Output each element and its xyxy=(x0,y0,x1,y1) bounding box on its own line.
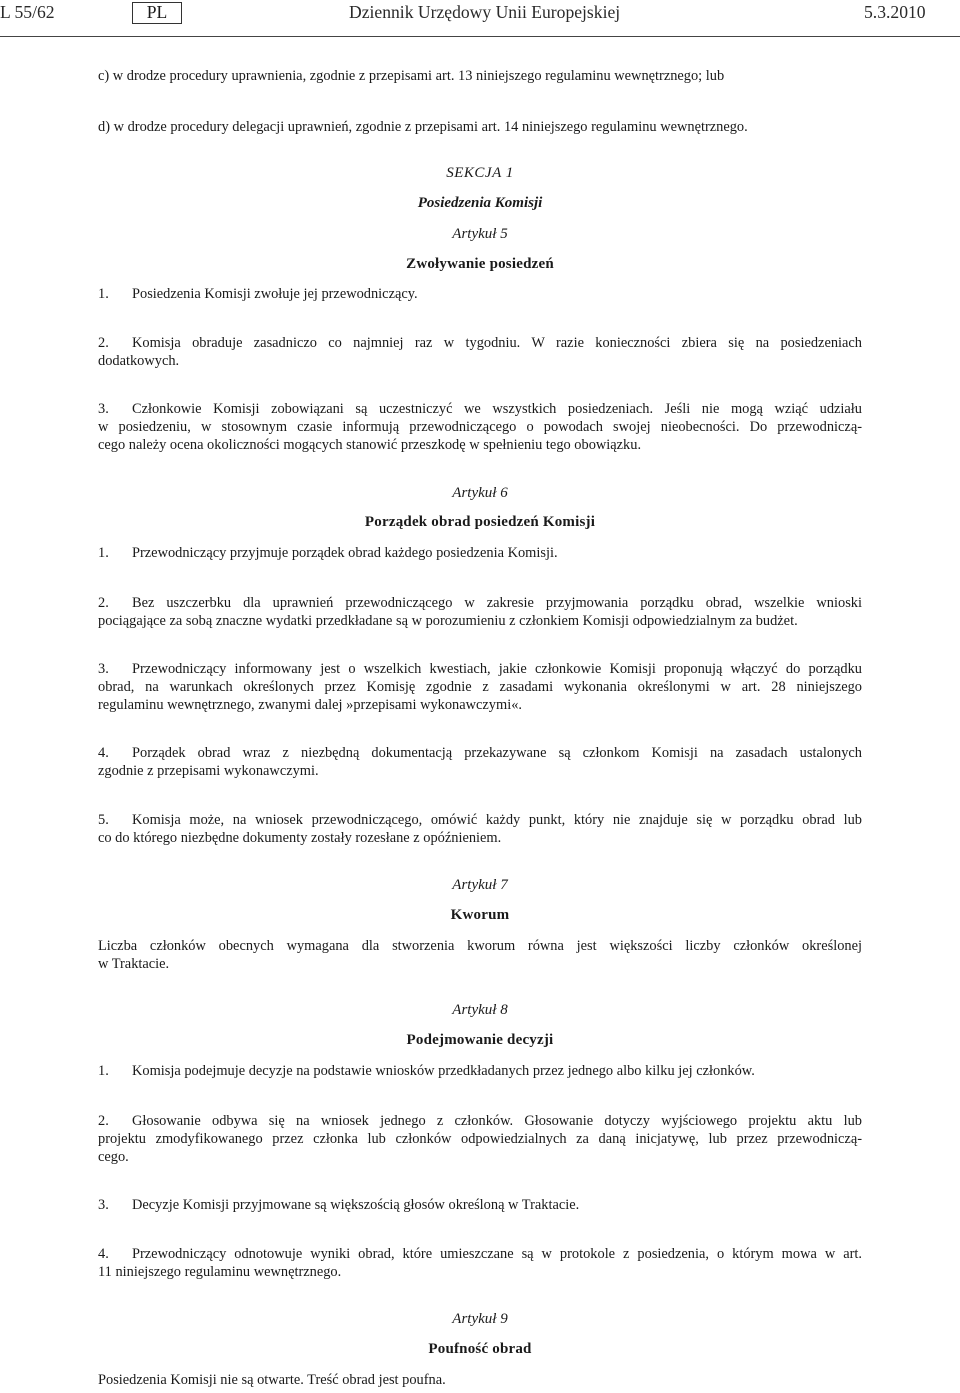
article-9-title: Poufność obrad xyxy=(428,1341,532,1357)
article-8-number: Artykuł 8 xyxy=(452,1002,508,1018)
paragraph-number: 1. xyxy=(98,545,109,561)
article-6-title: Porządek obrad posiedzeń Komisji xyxy=(364,514,596,530)
article-7-text: Liczba członków obecnych wymagana dla stworzenia kworum równa jest większości liczby członków określonej w Traktacie. xyxy=(98,938,862,972)
article-8-paragraph-2: 2. Głosowanie odbywa się na wniosek jednego z członków. Głosowanie dotyczy wyjściowego projektu aktu lub projektu zmodyfikowanego przez członka lub członków odpowiedzialnych za daną inicjatywę, lub przez przewodniczą- cego. xyxy=(98,1113,862,1165)
language-badge-label: PL xyxy=(146,2,168,22)
paragraph-number: 3. xyxy=(98,401,109,417)
section-label: SEKCJA 1 xyxy=(446,165,514,181)
article-6-paragraph-4: 4. Porządek obrad wraz z niezbędną dokumentacją przekazywane są członkom Komisji na zasadach ustalonych zgodnie z przepisami wykonawczymi. xyxy=(98,745,862,779)
paragraph-number: 3. xyxy=(98,661,109,677)
paragraph-number: 2. xyxy=(98,1113,109,1129)
paragraph-number: 3. xyxy=(98,1197,109,1213)
journal-title: Dziennik Urzędowy Unii Europejskiej xyxy=(349,2,621,22)
article-8-paragraph-3: 3. Decyzje Komisji przyjmowane są większością głosów określoną w Traktacie. xyxy=(98,1197,580,1213)
language-badge xyxy=(132,2,182,24)
paragraph-number: 1. xyxy=(98,1063,109,1079)
paragraph-number: 4. xyxy=(98,1246,109,1262)
article-5-paragraph-2: 2. Komisja obraduje zasadniczo co najmniej raz w tygodniu. W razie konieczności zbiera się na posiedzeniach dodatkowych. xyxy=(98,335,862,369)
page-reference: L 55/62 xyxy=(0,2,55,22)
paragraph-number: 4. xyxy=(98,745,109,761)
intro-item-c: c) w drodze procedury uprawnienia, zgodnie z przepisami art. 13 niniejszego regulaminu wewnętrznego; lub xyxy=(98,68,725,84)
article-5-paragraph-3: 3. Członkowie Komisji zobowiązani są uczestniczyć we wszystkich posiedzeniach. Jeśli nie mogą wziąć udziału w posiedzeniu, w stosownym czasie informują przewodniczącego o powodach swojej nieobecności. Do przewodniczą- cego należy ocena okoliczności mogących stanowić przeszkodę w spełnieniu tego obowiązku. xyxy=(98,401,862,453)
article-8-title: Podejmowanie decyzji xyxy=(406,1032,554,1048)
article-8-paragraph-1: 1. Komisja podejmuje decyzje na podstawie wniosków przedkładanych przez jednego albo kilku jej członków. xyxy=(98,1063,755,1079)
article-7-number: Artykuł 7 xyxy=(452,877,508,893)
header-rule xyxy=(0,36,960,37)
article-5-number: Artykuł 5 xyxy=(452,226,508,242)
article-5-paragraph-1: 1. Posiedzenia Komisji zwołuje jej przewodniczący. xyxy=(98,286,418,302)
article-8-paragraph-4: 4. Przewodniczący odnotowuje wyniki obrad, które umieszczane są w protokole z posiedzenia, o którym mowa w art. 11 niniejszego regulaminu wewnętrznego. xyxy=(98,1246,862,1280)
article-6-paragraph-3: 3. Przewodniczący informowany jest o wszelkich kwestiach, jakie członkowie Komisji proponują włączyć do porządku obrad, na warunkach określonych przez Komisję zgodnie z zasadami wykonania określonymi w art. 28 niniejszego regulaminu wewnętrznego, zwanymi dalej »przepisami wykonawczymi«. xyxy=(98,661,862,713)
section-title: Posiedzenia Komisji xyxy=(417,195,543,211)
article-6-paragraph-5: 5. Komisja może, na wniosek przewodniczącego, omówić każdy punkt, który nie znajduje się w porządku obrad lub co do którego niezbędne dokumenty zostały rozesłane z opóźnieniem. xyxy=(98,812,862,846)
article-5-title: Zwoływanie posiedzeń xyxy=(406,256,554,272)
publication-date: 5.3.2010 xyxy=(864,2,926,22)
paragraph-number: 1. xyxy=(98,286,109,302)
article-6-paragraph-1: 1. Przewodniczący przyjmuje porządek obrad każdego posiedzenia Komisji. xyxy=(98,545,558,561)
article-9-text: Posiedzenia Komisji nie są otwarte. Treść obrad jest poufna. xyxy=(98,1372,446,1388)
paragraph-number: 2. xyxy=(98,595,109,611)
article-7-title: Kworum xyxy=(450,907,510,923)
article-9-number: Artykuł 9 xyxy=(452,1311,508,1327)
intro-item-d: d) w drodze procedury delegacji uprawnień, zgodnie z przepisami art. 14 niniejszego regulaminu wewnętrznego. xyxy=(98,119,748,135)
article-6-paragraph-2: 2. Bez uszczerbku dla uprawnień przewodniczącego w zakresie przyjmowania porządku obrad, wszelkie wnioski pociągające za sobą znaczne wydatki przedkładane są w porozumieniu z członkiem Komisji odpowiedzialnym za budżet. xyxy=(98,595,862,629)
paragraph-number: 5. xyxy=(98,812,109,828)
article-6-number: Artykuł 6 xyxy=(452,485,508,501)
paragraph-number: 2. xyxy=(98,335,109,351)
